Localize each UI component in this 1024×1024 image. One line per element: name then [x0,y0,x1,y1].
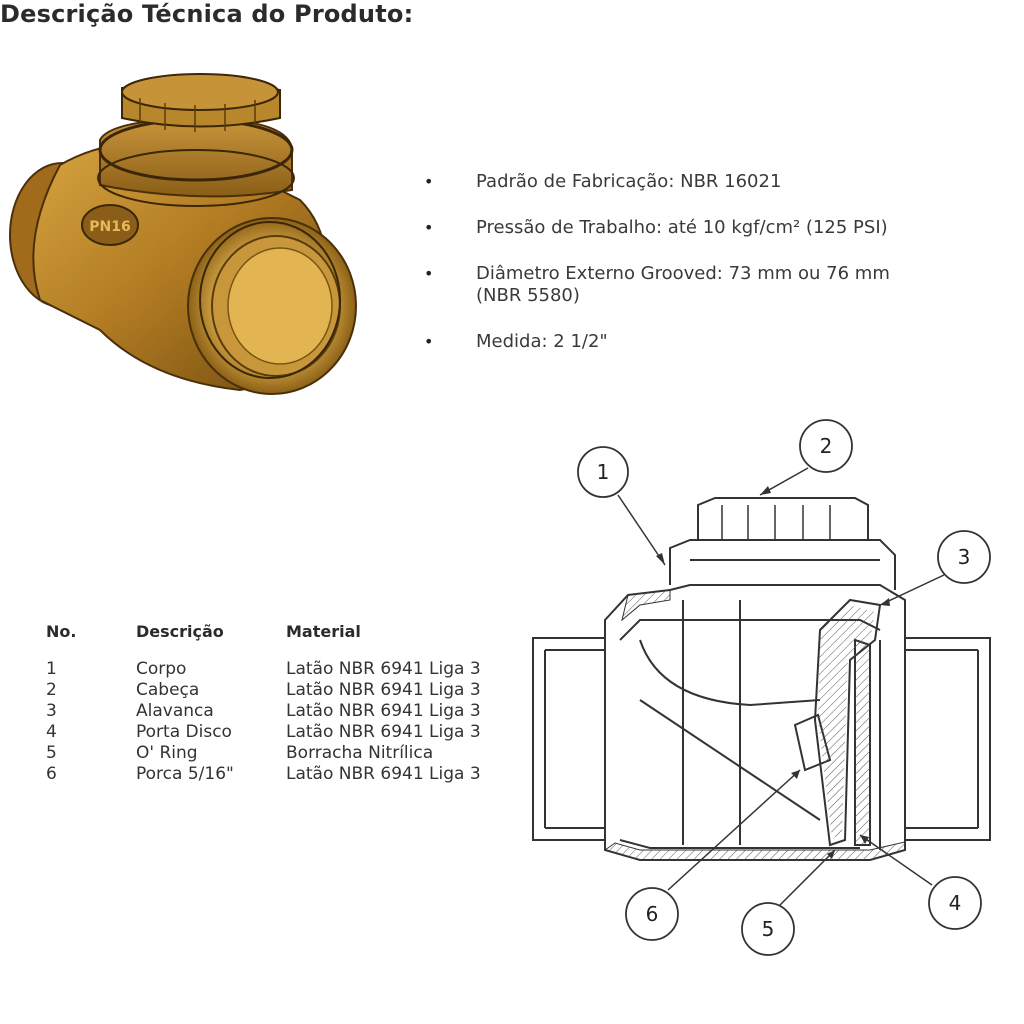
cell-no: 5 [46,743,57,763]
cell-no: 6 [46,764,57,784]
cell-no: 4 [46,722,57,742]
cell-description: Alavanca [136,701,214,721]
spec-text: Diâmetro Externo Grooved: 73 mm ou 76 mm [476,263,890,284]
body-marking: PN16 [89,219,131,235]
cell-description: Corpo [136,659,187,679]
bullet-icon: • [424,264,434,283]
cell-no: 1 [46,659,57,679]
col-header-no: No. [46,622,77,641]
bullet-icon: • [424,218,434,237]
callout-label: 6 [645,902,659,926]
spec-text: Padrão de Fabricação: NBR 16021 [476,171,782,192]
callout-label: 5 [761,917,775,941]
cell-material: Latão NBR 6941 Liga 3 [286,659,481,679]
cell-description: Porca 5/16" [136,764,234,784]
bullet-icon: • [424,172,434,191]
callout-label: 2 [819,434,833,458]
cell-description: Porta Disco [136,722,232,742]
col-header-description: Descrição [136,622,224,641]
cell-no: 2 [46,680,57,700]
cell-material: Latão NBR 6941 Liga 3 [286,722,481,742]
cell-description: Cabeça [136,680,200,700]
spec-text-continued: (NBR 5580) [476,285,580,306]
cell-material: Latão NBR 6941 Liga 3 [286,764,481,784]
spec-text: Pressão de Trabalho: até 10 kgf/cm² (125 PSI) [476,217,888,238]
cell-material: Borracha Nitrílica [286,743,434,763]
col-header-material: Material [286,622,361,641]
bullet-icon: • [424,332,434,351]
page-title: Descrição Técnica do Produto: [0,0,414,28]
cell-no: 3 [46,701,57,721]
callout-label: 3 [957,545,971,569]
cell-description: O' Ring [136,743,198,763]
callout-label: 4 [948,891,962,915]
cell-material: Latão NBR 6941 Liga 3 [286,701,481,721]
spec-text: Medida: 2 1/2" [476,331,608,352]
cell-material: Latão NBR 6941 Liga 3 [286,680,481,700]
callout-label: 1 [596,460,610,484]
